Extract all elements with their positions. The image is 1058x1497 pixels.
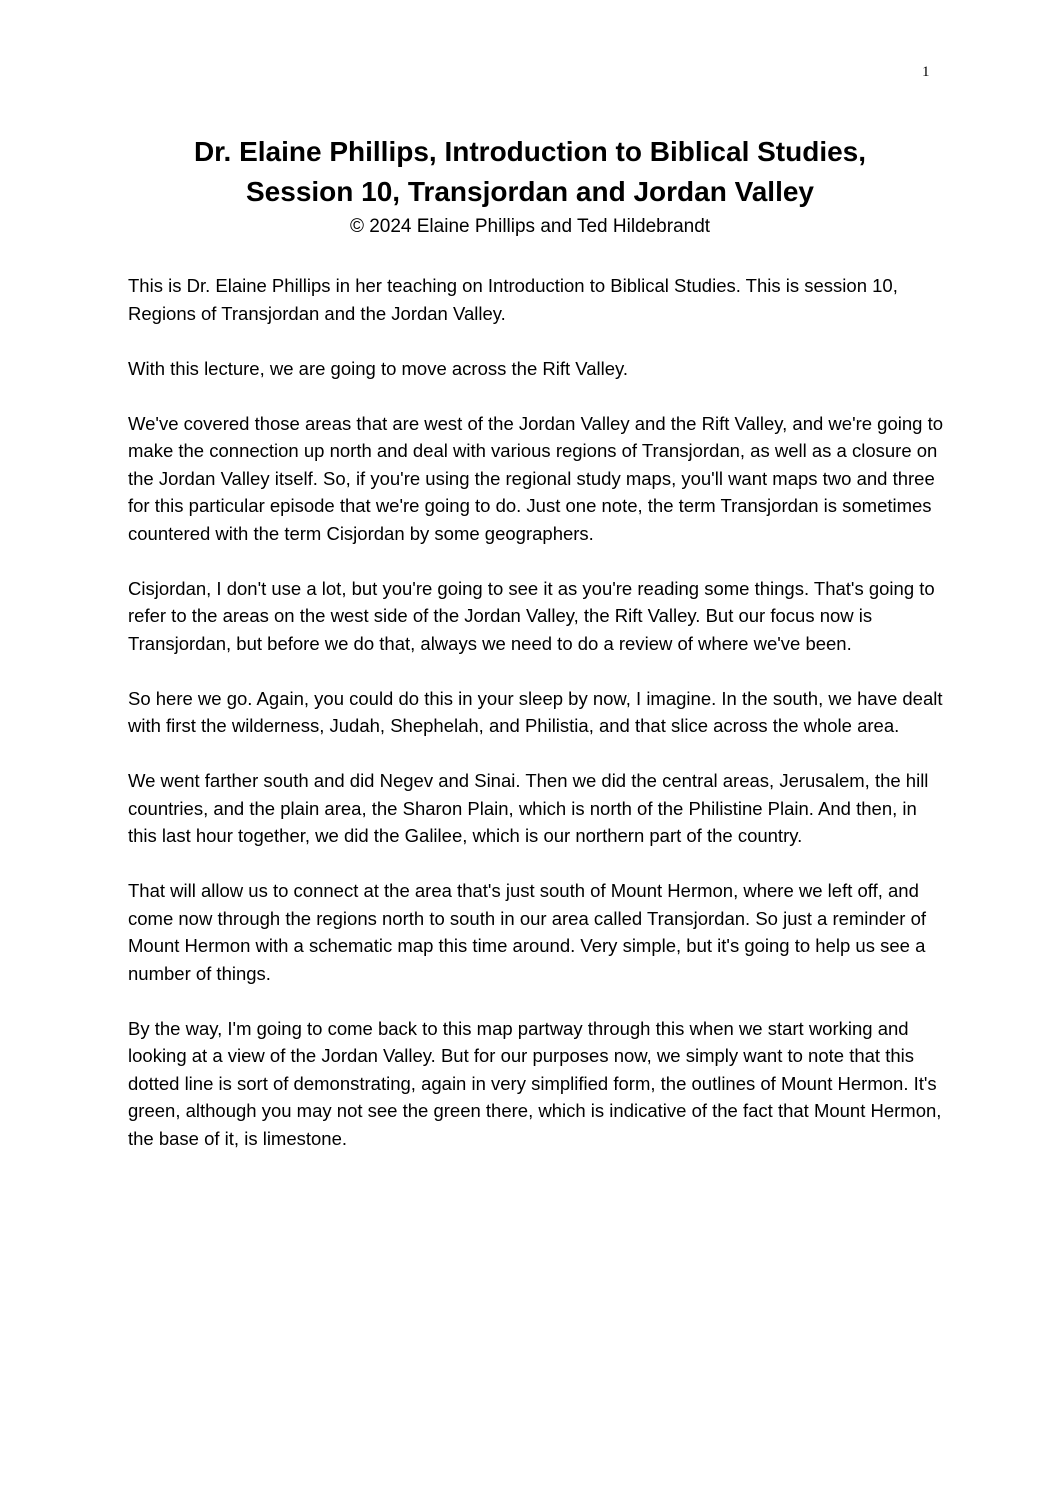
paragraph: Cisjordan, I don't use a lot, but you're going to see it as you're reading some things. That's going to refer to the areas on the west side of the Jordan Valley, the Rift Valley. But our focus now is Transjordan, but before we do that, always we need to do a review of where we've been. bbox=[128, 577, 935, 654]
paragraph: By the way, I'm going to come back to this map partway through this when we start working and looking at a view of the Jordan Valley. But for our purposes now, we simply want to note that this dotted line is sort of demonstrating, again in very simplified form, the outlines of Mount Hermon. It's green, although you may not see the green there, which is indicative of the fact that Mount Hermon, the base of it, is limestone. bbox=[128, 1017, 942, 1149]
transcript-body bbox=[128, 272, 948, 1180]
paragraph: That will allow us to connect at the area that's just south of Mount Hermon, where we left off, and come now through the regions north to south in our area called Transjordan. So just a reminder of Mount Hermon with a schematic map this time around. Very simple, but it's going to help us see a number of things. bbox=[128, 880, 927, 984]
title-line-2: Session 10, Transjordan and Jordan Valley bbox=[246, 176, 814, 207]
copyright-notice: © 2024 Elaine Phillips and Ted Hildebrandt bbox=[349, 216, 711, 237]
paragraph: We went farther south and did Negev and Sinai. Then we did the central areas, Jerusalem, the hill countries, and the plain area, the Sharon Plain, which is north of the Philistine Plain. And then, in this last hour together, we did the Galilee, which is our northern part of the country. bbox=[128, 770, 929, 846]
paragraph: So here we go. Again, you could do this in your sleep by now, I imagine. In the south, we have dealt with first the wilderness, Judah, Shephelah, and Philistia, and that slice across the whole area. bbox=[128, 687, 943, 736]
title-line-1: Dr. Elaine Phillips, Introduction to Biblical Studies, bbox=[193, 136, 867, 167]
paragraph: This is Dr. Elaine Phillips in her teaching on Introduction to Biblical Studies. This is session 10, Regions of Transjordan and the Jordan Valley. bbox=[128, 275, 898, 324]
paragraph: With this lecture, we are going to move across the Rift Valley. bbox=[128, 357, 629, 379]
document-title bbox=[80, 132, 980, 212]
paragraph: We've covered those areas that are west of the Jordan Valley and the Rift Valley, and we're going to make the connection up north and deal with various regions of Transjordan, as well as a closure on the Jordan Valley itself. So, if you're using the regional study maps, you'll want maps two and three for this particular episode that we're going to do. Just one note, the term Transjordan is sometimes countered with the term Cisjordan by some geographers. bbox=[128, 412, 944, 544]
page-number: 1 bbox=[922, 64, 930, 80]
